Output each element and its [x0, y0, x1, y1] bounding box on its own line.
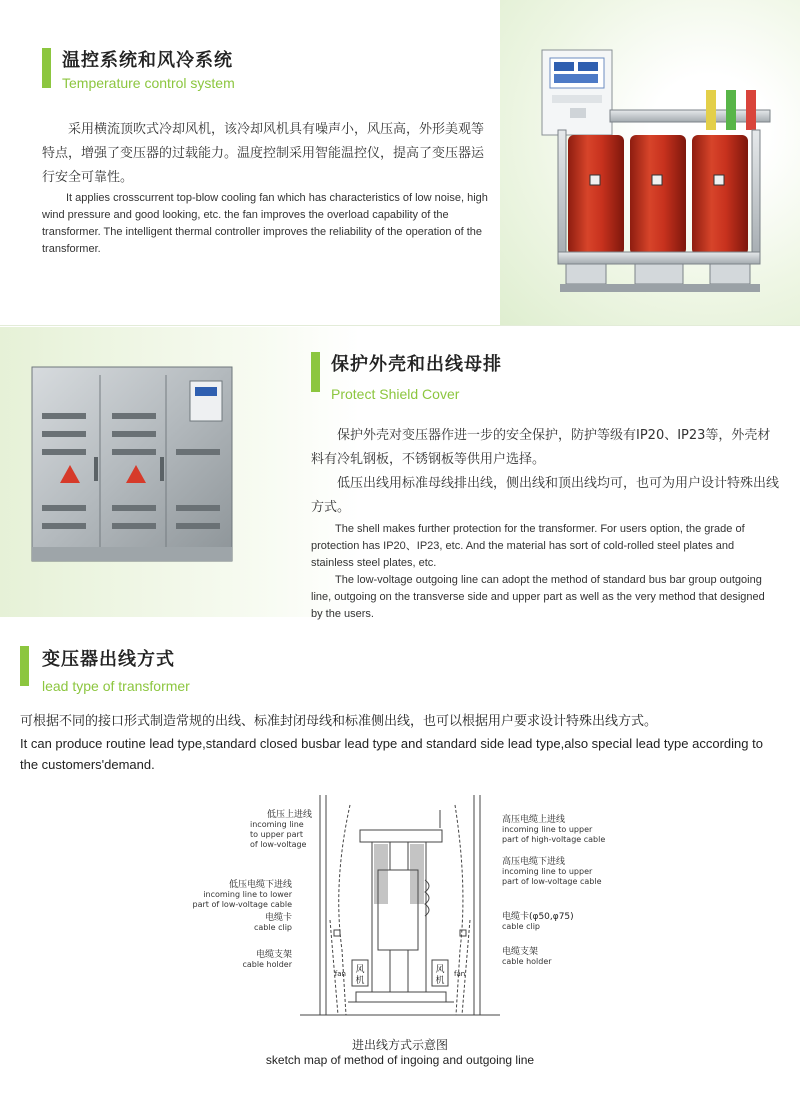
label-cable-clip-right: 电缆卡(φ50,φ75) cable clip [502, 912, 574, 931]
section2-text-en-2: The low-voltage outgoing line can adopt the method of standard bus bar group outgoing line, outgoing on the transverse side and upper part as well as the very method that designed by the users. [311, 574, 765, 620]
fan-label-en-left: fan [334, 970, 346, 978]
fan-label-cn-right-2: 机 [435, 976, 445, 986]
fan-label-cn-right: 风 [435, 965, 445, 975]
label-cable-clip-left: 电缆卡 cable clip [254, 913, 292, 932]
section2-title-en: Protect Shield Cover [331, 386, 460, 402]
section1-accent-bar [42, 48, 51, 88]
label-cable-holder-right: 电缆支架 cable holder [502, 947, 552, 966]
section3-accent-bar [20, 646, 29, 686]
cast-resin-transformer-image [530, 40, 780, 300]
section3-intro-cn: 可根据不同的接口形式制造常规的出线、标准封闭母线和标准侧出线，也可以根据用户要求设计特殊出线方式。 [20, 714, 658, 729]
label-lv-lower-incoming: 低压电缆下进线 incoming line to lower part of low-voltage cable [192, 880, 292, 909]
section1-text-en: It applies crosscurrent top-blow cooling fan which has characteristics of low noise, high wind pressure and good looking, etc. the fan improves the overload capability of the transformer. The intelligent thermal controller improves the reliability of the operation of the transformer. [42, 192, 488, 255]
section3-title-cn: 变压器出线方式 [42, 649, 175, 670]
section2-paragraph-cn [311, 424, 781, 520]
section1-paragraph-cn [42, 118, 494, 190]
section2-text-en-1: The shell makes further protection for the transformer. For users option, the grade of protection has IP20、IP23, etc. And the material has sort of cold-rolled steel plates and stainless steel plates, etc. [311, 523, 745, 569]
protective-enclosure-image [30, 365, 235, 565]
section3-title-en: lead type of transformer [42, 678, 190, 694]
label-cable-holder-left: 电缆支架 cable holder [242, 950, 292, 969]
diagram-caption-cn: 进出线方式示意图 [351, 1038, 448, 1052]
lead-type-sketch-diagram [290, 790, 510, 1030]
diagram-caption-en: sketch map of method of ingoing and outgoing line [265, 1053, 535, 1067]
section3-intro-en: It can produce routine lead type,standard closed busbar lead type and standard side lead type,also special lead type according to the customers'demand. [20, 736, 763, 772]
fan-label-cn-left-2: 机 [355, 976, 365, 986]
label-lv-upper-incoming: 低压上进线 incoming line to upper part of low-voltage [250, 810, 312, 849]
section2-paragraph-en [311, 521, 771, 623]
section-divider [0, 325, 800, 326]
section2-text-cn-1: 保护外壳对变压器作进一步的安全保护，防护等级有IP20、IP23等，外壳材料有冷轧钢板，不锈钢板等供用户选择。 [311, 428, 771, 467]
section2-text-cn-2: 低压出线用标准母线排出线，侧出线和顶出线均可，也可为用户设计特殊出线方式。 [311, 476, 780, 515]
section1-title-cn: 温控系统和风冷系统 [62, 50, 233, 71]
section1-text-cn: 采用横流顶吹式冷却风机，该冷却风机具有噪声小，风压高，外形美观等特点，增强了变压器的过载能力。温度控制采用智能温控仪，提高了变压器运行安全可靠性。 [42, 122, 485, 185]
section1-title-en: Temperature control system [62, 75, 235, 91]
label-hv-lower-incoming: 高压电缆下进线 incoming line to upper part of low-voltage cable [502, 857, 602, 886]
fan-label-en-right: fan [454, 970, 466, 978]
section2-accent-bar [311, 352, 320, 392]
fan-label-cn-left: 风 [355, 965, 365, 975]
section2-title-cn: 保护外壳和出线母排 [331, 354, 502, 375]
label-hv-upper-incoming: 高压电缆上进线 incoming line to upper part of high-voltage cable [502, 815, 606, 844]
section1-paragraph-en [42, 190, 494, 258]
